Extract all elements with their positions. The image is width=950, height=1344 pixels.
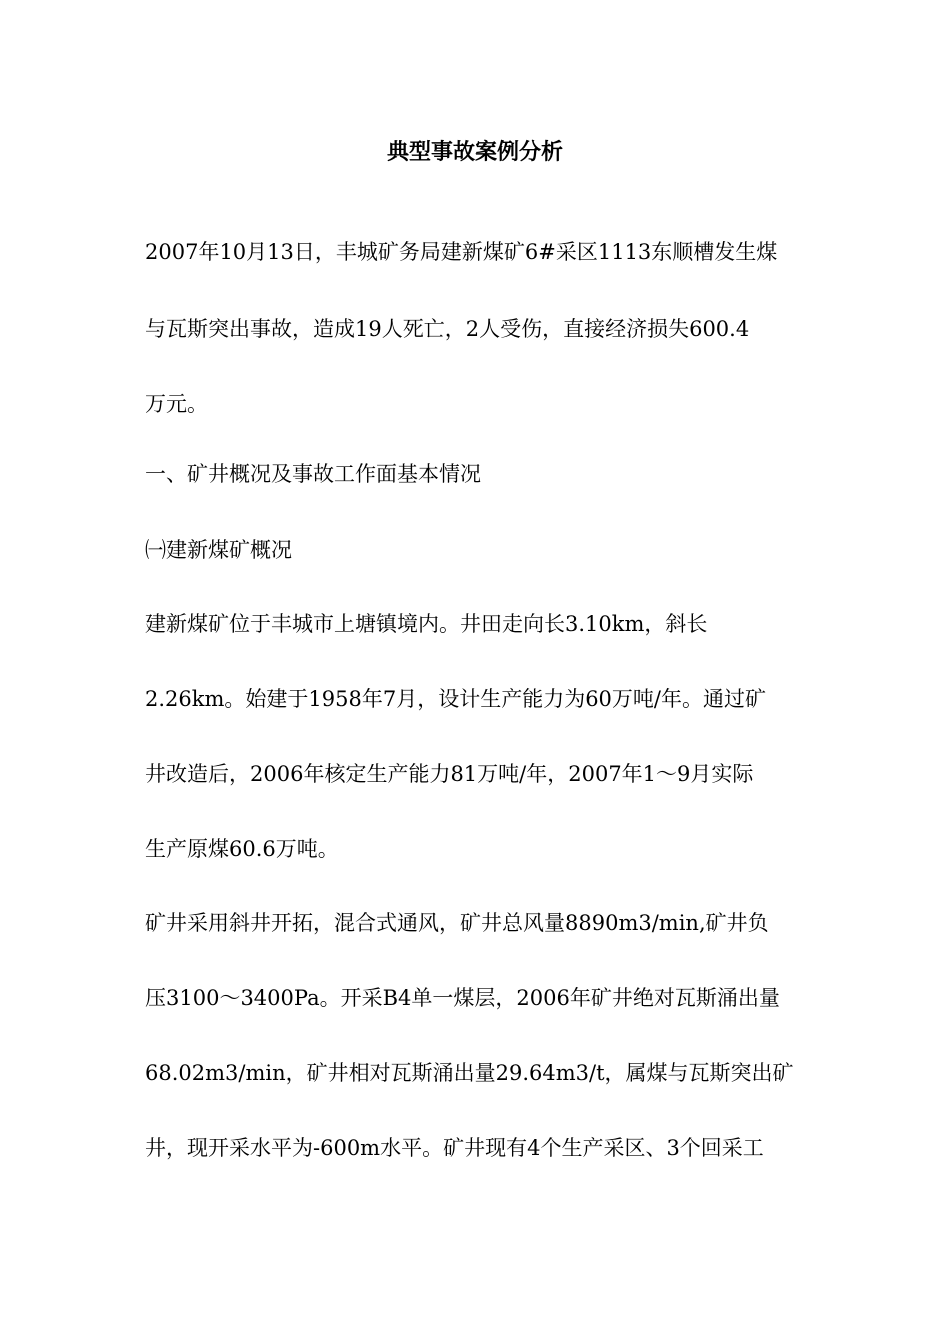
paragraph-line: 2.26km。始建于1958年7月，设计生产能力为60万吨/年。通过矿 [145,687,766,711]
document-title: 典型事故案例分析 [386,139,563,165]
paragraph-line: 68.02m3/min，矿井相对瓦斯涌出量29.64m3/t，属煤与瓦斯突出矿 [145,1061,794,1085]
paragraph-line: 矿井采用斜井开拓，混合式通风，矿井总风量8890m3/min,矿井负 [145,911,769,935]
paragraph-line: 万元。 [145,392,208,416]
paragraph-line: 2007年10月13日，丰城矿务局建新煤矿6#采区1113东顺槽发生煤 [145,240,778,264]
paragraph-line: 生产原煤60.6万吨。 [145,837,339,861]
paragraph-line: 井改造后，2006年核定生产能力81万吨/年，2007年1～9月实际 [145,762,754,786]
subsection-heading: ㈠建新煤矿概况 [145,538,292,562]
paragraph-line: 建新煤矿位于丰城市上塘镇境内。井田走向长3.10km，斜长 [145,612,708,636]
paragraph-line: 压3100～3400Pa。开采B4单一煤层，2006年矿井绝对瓦斯涌出量 [145,986,780,1010]
section-heading: 一、矿井概况及事故工作面基本情况 [145,462,481,486]
paragraph-line: 井，现开采水平为-600m水平。矿井现有4个生产采区、3个回采工 [145,1136,764,1160]
paragraph-line: 与瓦斯突出事故，造成19人死亡，2人受伤，直接经济损失600.4 [145,317,750,341]
